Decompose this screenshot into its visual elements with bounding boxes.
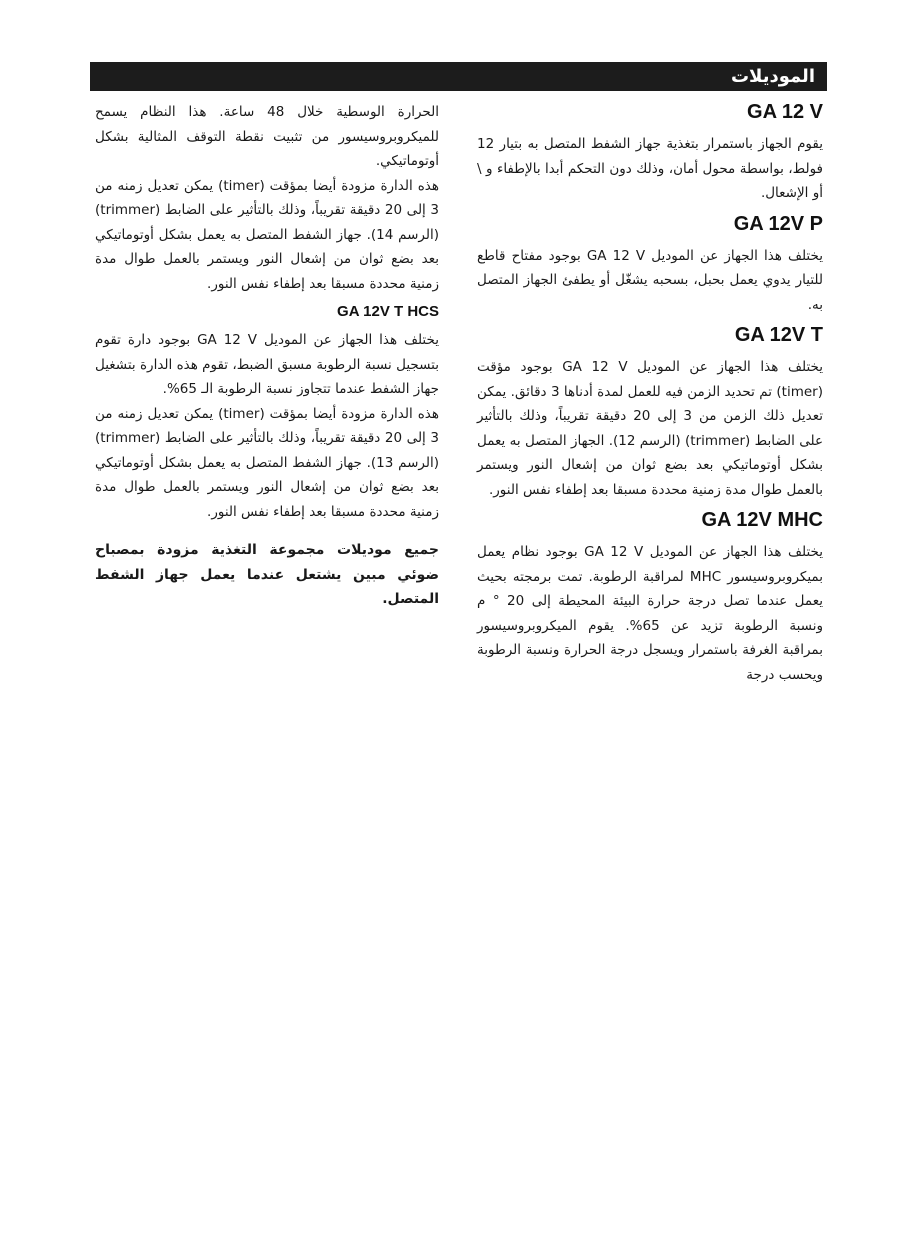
section-paragraph: يختلف هذا الجهاز عن الموديل GA 12 V بوجود نظام يعمل بميكروبروسيسور MHC لمراقبة الرطوبة. تمت برمجته بحيث يعمل عندما تصل درجة حرارة البيئة المحيطة إلى 20 ° م ونسبة الرطوبة تزيد عن 65%. يقوم الميكروبروسيسور بمراقبة الغرفة باستمرار ويسجل درجة الحرارة ونسبة الرطوبة ويحسب درجة	[477, 544, 823, 683]
section-paragraph: يقوم الجهاز باستمرار بتغذية جهاز الشفط المتصل به بتيار 12 فولط، بواسطة محول أمان، وذلك دون التحكم أبدا بالإطفاء و \ أو الإشعال.	[477, 136, 823, 201]
section-ga-12v-mhc	[477, 508, 823, 687]
continuation-paragraph: الحرارة الوسطية خلال 48 ساعة. هذا النظام يسمح للميكروبروسيسور من تثبيت نقطة التوقف المثالية بشكل أوتوماتيكي.	[95, 104, 439, 169]
right-column	[477, 100, 823, 689]
section-heading: GA 12 V	[747, 101, 823, 123]
page-header	[90, 62, 827, 91]
section-paragraph: يختلف هذا الجهاز عن الموديل GA 12 V بوجود مفتاح قاطع للتيار يدوي يعمل بحبل، بسحبه يشغّل أو يطفئ الجهاز المتصل به.	[477, 247, 823, 313]
section-ga-12v-t-hcs	[95, 302, 439, 524]
section-paragraph: هذه الدارة مزودة أيضا بمؤقت (timer) يمكن تعديل زمنه من 3 إلى 20 دقيقة تقريباً، وذلك بالتأثير على الضابط (trimmer)(الرسم 13). جهاز الشفط المتصل به يعمل بشكل أوتوماتيكي بعد بضع ثوان من إشعال النور ويستمر بالعمل طوال مدة زمنية محددة مسبقا بعد إطفاء نفس النور.	[95, 405, 440, 520]
section-paragraph: يختلف هذا الجهاز عن الموديل GA 12 V بوجود دارة تقوم بتسجيل نسبة الرطوبة مسبق الضبط، تقوم هذه الدارة بتشغيل جهاز الشفط عندما تتجاوز نسبة الرطوبة الـ 65%.	[95, 332, 439, 397]
section-ga-12v	[477, 100, 823, 206]
indicator-lamp-note: جميع موديلات مجموعة التغذية مزودة بمصباح ضوئي مبين يشتعل عندما يعمل جهاز الشفط المتصل.	[95, 542, 439, 607]
section-ga-12v-p	[477, 212, 823, 318]
section-heading: GA 12V T	[734, 324, 823, 346]
left-column	[95, 100, 439, 618]
section-heading: GA 12V T HCS	[337, 303, 439, 320]
page-title: الموديلات	[730, 66, 815, 87]
section-ga-12v-t	[477, 323, 823, 502]
section-heading: GA 12V P	[733, 212, 823, 235]
section-paragraph: يختلف هذا الجهاز عن الموديل GA 12 V بوجود مؤقت (timer) تم تحديد الزمن فيه للعمل لمدة أدناها 3 دقائق. يمكن تعديل ذلك الزمن من 3 إلى 20 دقيقة تقريباً، وذلك بالتأثير على الضابط (trimmer) (الرسم 12). الجهاز المتصل به يعمل بشكل أوتوماتيكي بعد بضع ثوان من إشعال النور ويستمر بالعمل طوال مدة زمنية محددة مسبقا بعد إطفاء نفس النور.	[477, 359, 824, 498]
section-heading: GA 12V MHC	[701, 509, 823, 531]
continuation-paragraph: هذه الدارة مزودة أيضا بمؤقت (timer) يمكن تعديل زمنه من 3 إلى 20 دقيقة تقريباً، وذلك بالتأثير على الضابط (trimmer)(الرسم 14). جهاز الشفط المتصل به يعمل بشكل أوتوماتيكي بعد بضع ثوان من إشعال النور ويستمر بالعمل طوال مدة زمنية محددة مسبقا بعد إطفاء نفس النور.	[95, 177, 440, 292]
